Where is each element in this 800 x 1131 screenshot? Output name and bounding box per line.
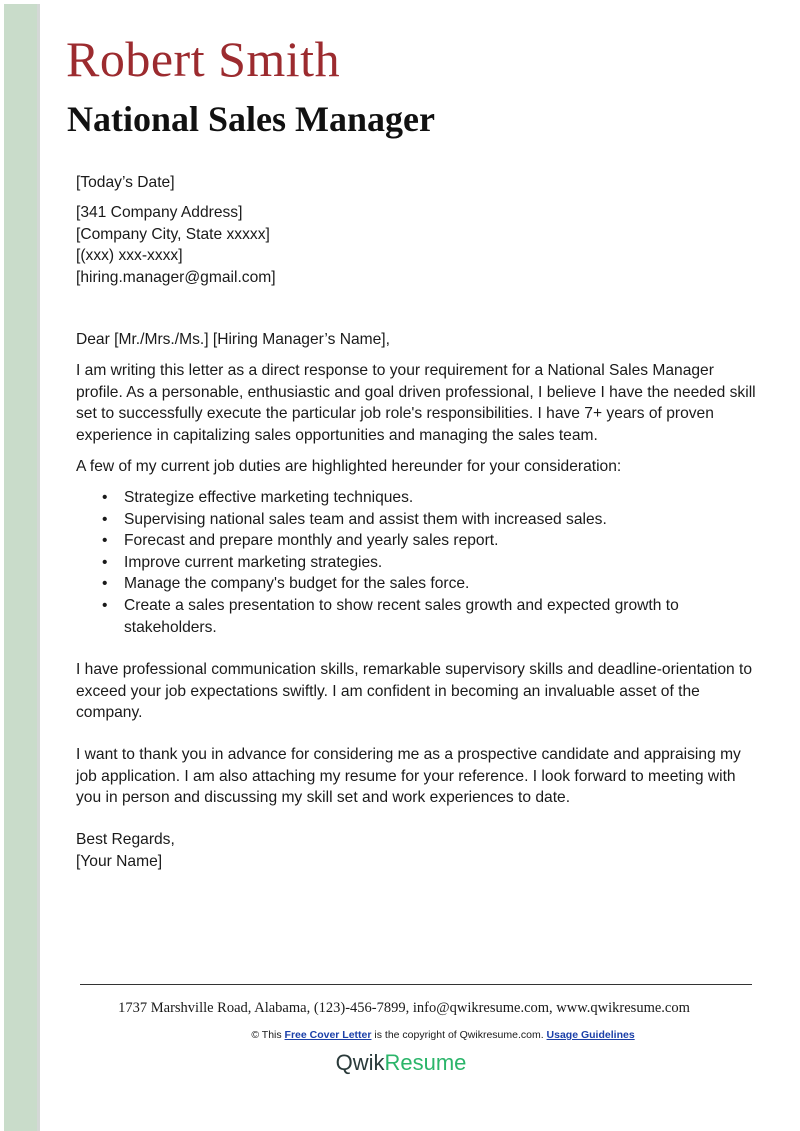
list-item: • Improve current marketing strategies. <box>76 552 756 574</box>
footer-address: 1737 Marshville Road, Alabama, (123)-456-7899, info@qwikresume.com, www.qwikresume.com <box>118 1000 690 1016</box>
salutation-text: Dear [Mr./Mrs./Ms.] [Hiring Manager’s Name], <box>76 331 390 348</box>
applicant-name: Robert Smith <box>66 31 341 87</box>
signature: [Your Name] <box>76 852 163 870</box>
list-item: • Supervising national sales team and assist them with increased sales. <box>76 509 756 531</box>
city-line: [Company City, State xxxxx] <box>76 225 270 243</box>
logo-resume: Resume <box>384 1050 467 1075</box>
phone-line: [(xxx) xxx-xxxx] <box>76 247 183 265</box>
copyright-notice <box>0 1029 800 1041</box>
skills-paragraph <box>76 659 756 724</box>
copyright-text: is the copyright of Qwikresume.com. <box>371 1029 547 1041</box>
logo-qwik: Qwik <box>335 1050 385 1075</box>
job-title: National Sales Manager <box>67 99 435 139</box>
list-item: • Create a sales presentation to show recent sales growth and expected growth to stakeholders. <box>76 595 756 638</box>
usage-guidelines-link[interactable]: Usage Guidelines <box>546 1029 635 1041</box>
qwikresume-logo <box>0 1050 800 1076</box>
thanks-paragraph <box>76 744 756 809</box>
decorative-sidebar <box>4 4 40 1131</box>
recipient-address <box>76 202 756 288</box>
intro-text: I am writing this letter as a direct response to your requirement for a National Sales Manager profile. As a personable, enthusiastic and goal driven professional, I believe I have the needed skill set to successfully execute the particular job role's responsibilities. I have 7+ years of proven experience in capitalizing sales opportunities and managing the sales team. <box>76 362 756 444</box>
footer-divider <box>80 984 752 985</box>
skills-text: I have professional communication skills, remarkable supervisory skills and deadline-orientation to exceed your job expectations swiftly. I am confident in becoming an invaluable asset of the company. <box>76 661 753 722</box>
thanks-text: I want to thank you in advance for considering me as a prospective candidate and appraising my job application. I am also attaching my resume for your reference. I look forward to meeting with you in person and discussing my skill set and work experiences to date. <box>76 746 741 807</box>
closing <box>76 829 756 872</box>
duties-intro-text: A few of my current job duties are highlighted hereunder for your consideration: <box>76 458 622 475</box>
copyright-prefix: © This <box>251 1029 285 1041</box>
intro-paragraph <box>76 360 756 446</box>
salutation <box>76 329 756 351</box>
date-text: [Today’s Date] <box>76 174 175 191</box>
duties-list <box>76 487 756 638</box>
free-cover-letter-link[interactable]: Free Cover Letter <box>284 1029 372 1041</box>
list-item: • Manage the company's budget for the sales force. <box>76 573 756 595</box>
list-item: • Forecast and prepare monthly and yearly sales report. <box>76 530 756 552</box>
date <box>76 172 756 194</box>
email-line: [hiring.manager@gmail.com] <box>76 268 276 286</box>
closing-text: Best Regards, <box>76 831 175 848</box>
address-line: [341 Company Address] <box>76 204 243 221</box>
list-item: • Strategize effective marketing techniques. <box>76 487 756 509</box>
duties-intro <box>76 456 756 478</box>
